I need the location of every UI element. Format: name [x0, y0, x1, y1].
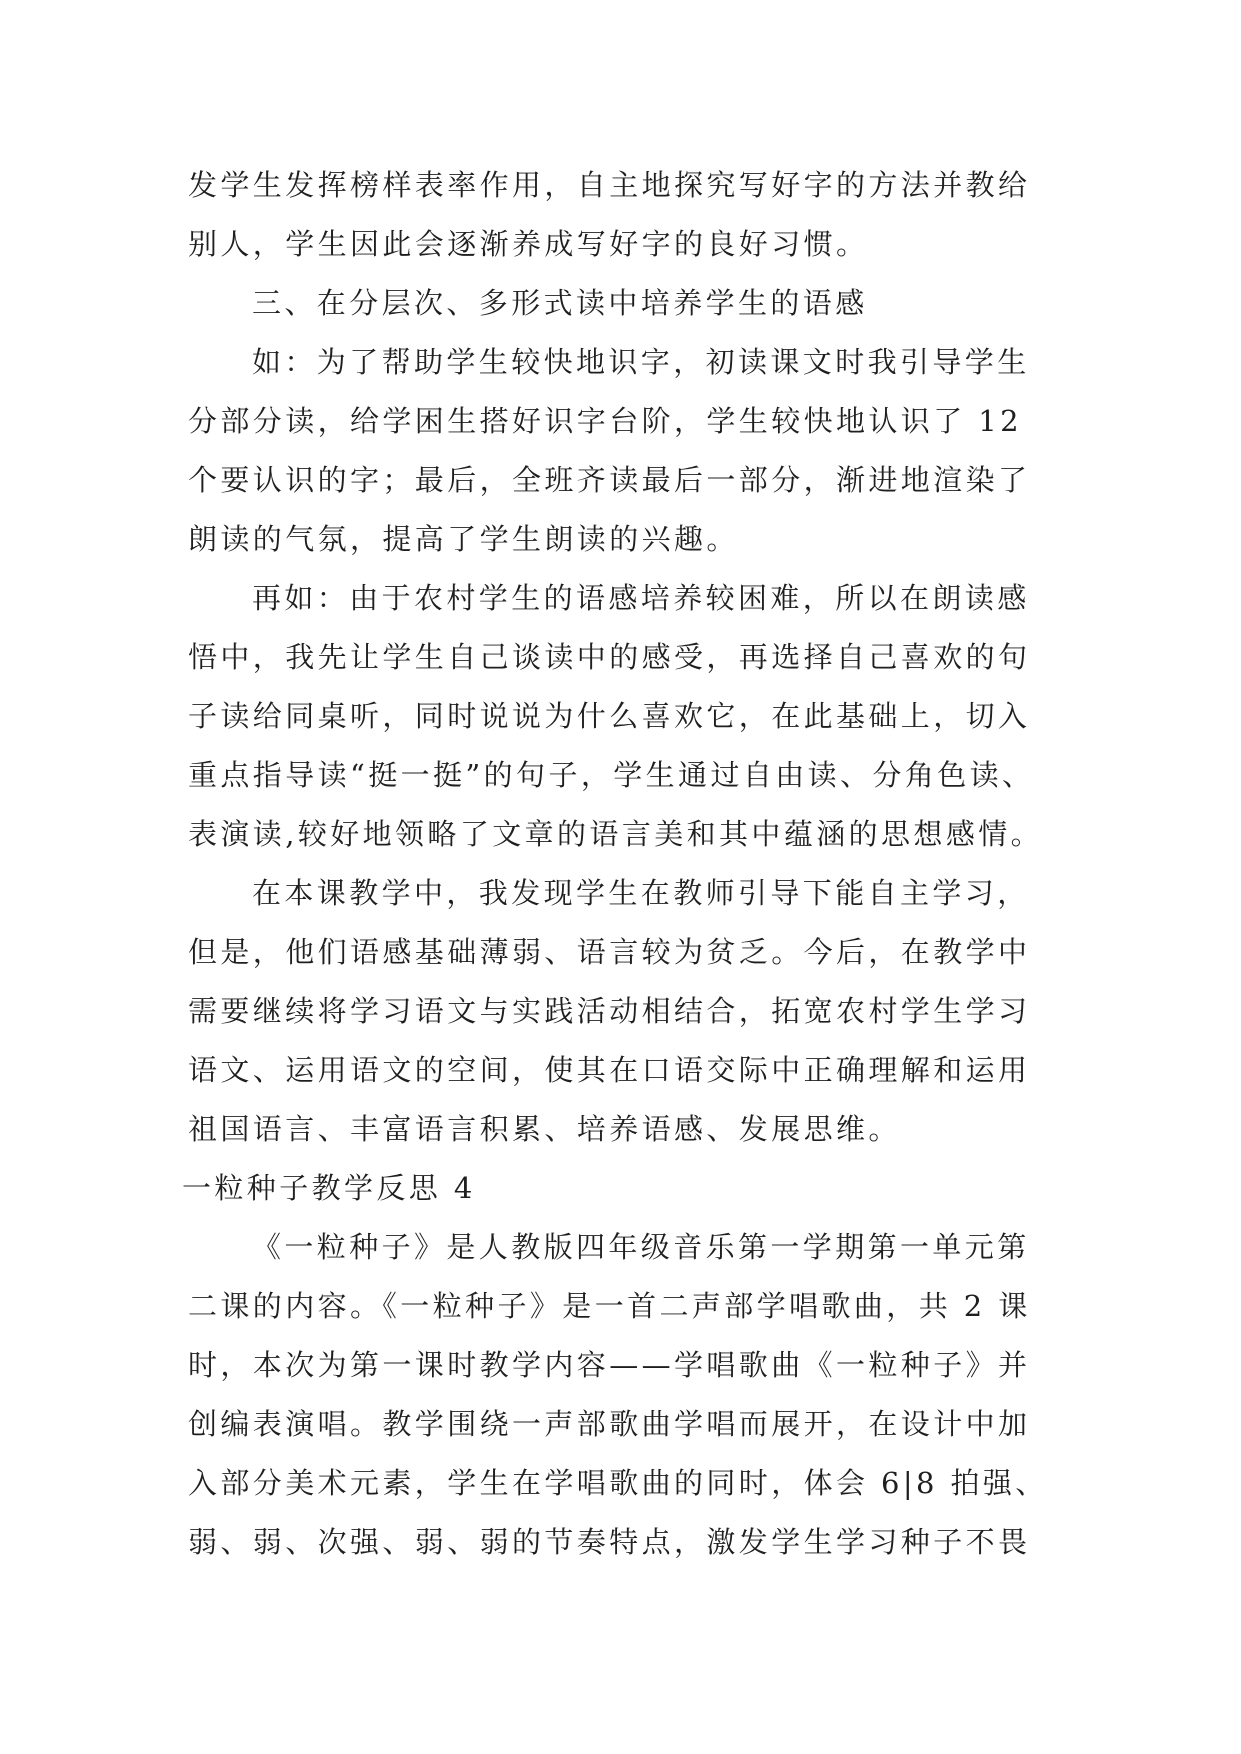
text-line: 创编表演唱。教学围绕一声部歌曲学唱而展开，在设计中加 [188, 1407, 1031, 1441]
text-line: 朗读的气氛，提高了学生朗读的兴趣。 [188, 522, 739, 556]
text-line: 入部分美术元素，学生在学唱歌曲的同时，体会 6|8 拍强、 [188, 1466, 1048, 1500]
section-heading: 三、在分层次、多形式读中培养学生的语感 [252, 286, 868, 320]
text-line: 个要认识的字；最后，全班齐读最后一部分，渐进地渲染了 [188, 463, 1031, 497]
paragraph-start: 再如：由于农村学生的语感培养较困难，所以在朗读感 [252, 581, 1030, 615]
text-line: 二课的内容。《一粒种子》是一首二声部学唱歌曲，共 2 课 [188, 1289, 1031, 1323]
text-line: 表演读,较好地领略了文章的语言美和其中蕴涵的思想感情。 [188, 817, 1044, 851]
text-line: 弱、弱、次强、弱、弱的节奏特点，激发学生学习种子不畏 [188, 1525, 1031, 1559]
text-line: 语文、运用语文的空间，使其在口语交际中正确理解和运用 [188, 1053, 1031, 1087]
text-line: 子读给同桌听，同时说说为什么喜欢它，在此基础上，切入 [188, 699, 1031, 733]
paragraph-start: 《一粒种子》是人教版四年级音乐第一学期第一单元第 [252, 1230, 1030, 1264]
text-line: 时，本次为第一课时教学内容——学唱歌曲《一粒种子》并 [188, 1348, 1031, 1382]
text-line: 但是，他们语感基础薄弱、语言较为贫乏。今后，在教学中 [188, 935, 1031, 969]
text-line: 发学生发挥榜样表率作用，自主地探究写好字的方法并教给 [188, 168, 1031, 202]
text-line: 别人，学生因此会逐渐养成写好字的良好习惯。 [188, 227, 869, 261]
text-line: 悟中，我先让学生自己谈读中的感受，再选择自己喜欢的句 [188, 640, 1031, 674]
text-line: 祖国语言、丰富语言积累、培养语感、发展思维。 [188, 1112, 901, 1146]
text-line: 需要继续将学习语文与实践活动相结合，拓宽农村学生学习 [188, 994, 1031, 1028]
text-line: 重点指导读“挺一挺”的句子，学生通过自由读、分角色读、 [188, 758, 1035, 792]
paragraph-start: 在本课教学中，我发现学生在教师引导下能自主学习， [252, 876, 1030, 910]
text-line: 分部分读，给学困生搭好识字台阶，学生较快地认识了 12 [188, 404, 1022, 438]
document-body [182, 156, 1058, 1572]
paragraph-start: 如：为了帮助学生较快地识字，初读课文时我引导学生 [252, 345, 1030, 379]
article-heading: 一粒种子教学反思 4 [182, 1171, 476, 1205]
